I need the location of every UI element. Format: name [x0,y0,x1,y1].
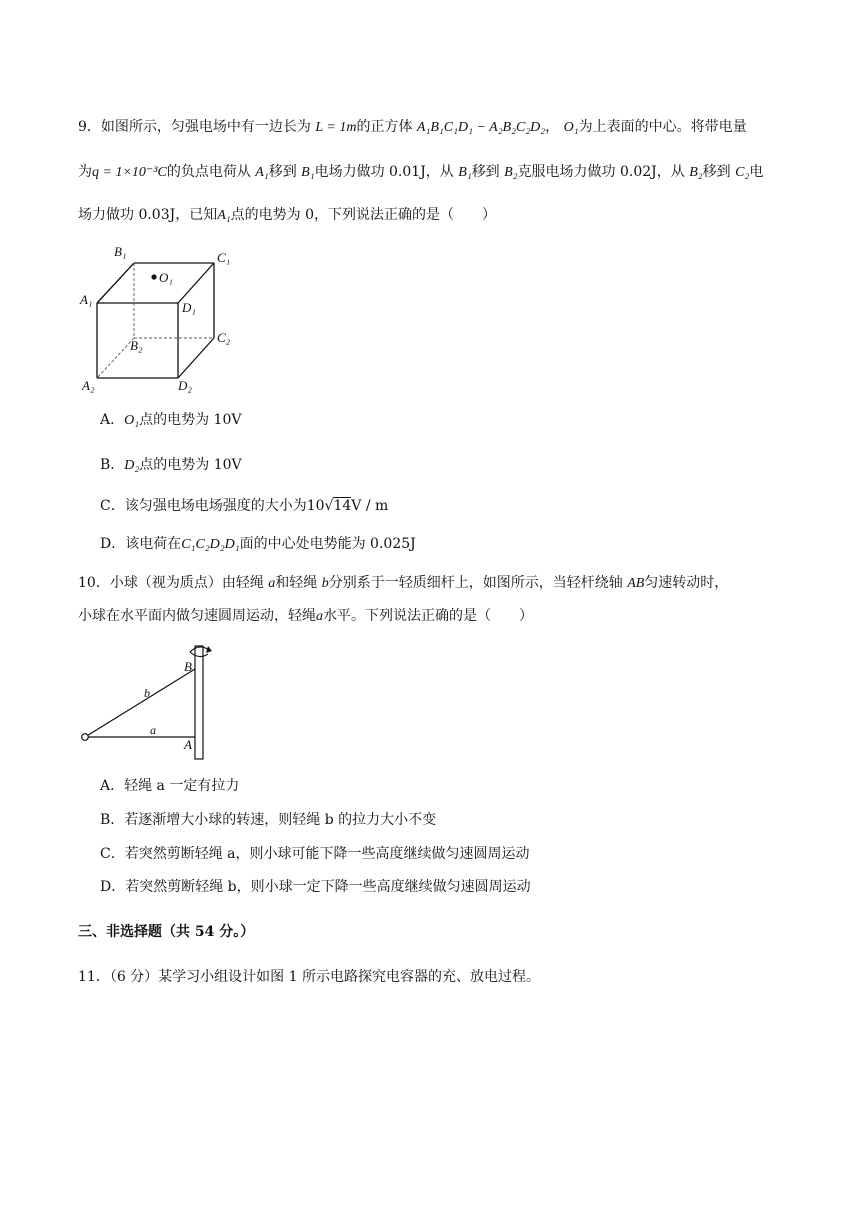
q11-line-1: 11．（6 分）某学习小组设计如图 1 所示电路探究电容器的充、放电过程。 [78,969,540,985]
q10-option-a: A．轻绳 a 一定有拉力 [100,778,240,794]
q9-option-a: A．O₁点的电势为 10V [100,412,242,428]
label-B: B [184,659,192,674]
q9-line-1: 9．如图所示，匀强电场中有一边长为 L = 1m的正方体 A₁B₁C₁D₁ − A₂B₂C₂D₂， O₁为上表面的中心。将带电量 [78,119,747,135]
label-a: a [150,723,156,737]
label-b: b [144,686,150,700]
q9-option-d: D．该电荷在C₁C₂D₂D₁面的中心处电势能为 0.025J [100,536,416,552]
section-3-heading: 三、非选择题（共 54 分。） [78,924,255,940]
label-a1: A₁ [80,292,93,307]
cube-figure [78,240,248,400]
label-A: A [184,737,192,752]
label-a2: A₂ [82,378,95,393]
label-d2: D₂ [178,378,192,393]
point-o1 [151,274,156,279]
label-b2: B₂ [130,338,143,353]
q9-option-c: C．该匀强电场电场强度的大小为10√14V / m [100,498,389,514]
q10-option-c: C．若突然剪断轻绳 a，则小球可能下降一些高度继续做匀速圆周运动 [100,846,530,862]
sqrt-sign: √ [324,498,334,514]
label-c2: C₂ [217,330,231,345]
q10-line-2: 小球在水平面内做匀速圆周运动，轻绳a水平。下列说法正确的是（ ） [78,608,533,624]
ball [82,734,89,741]
label-o1: O₁ [159,270,173,285]
q10-option-d: D．若突然剪断轻绳 b，则小球一定下降一些高度继续做匀速圆周运动 [100,879,531,895]
label-c1: C₁ [217,250,231,265]
rod-ball-figure [78,638,228,764]
label-b1: B₁ [114,244,127,259]
q9-line-2: 为q = 1×10⁻³C的负点电荷从 A₁移到 B₁电场力做功 0.01J，从 B₁移到 B₂克服电场力做功 0.02J，从 B₂移到 C₂电 [78,164,764,180]
q10-option-b: B．若逐渐增大小球的转速，则轻绳 b 的拉力大小不变 [100,812,437,828]
label-d1: D₁ [182,300,196,315]
q10-line-1: 10．小球（视为质点）由轻绳 a和轻绳 b分别系于一轻质细杆上，如图所示，当轻杆绕轴 AB匀速转动时， [78,575,729,591]
q9-line-3: 场力做功 0.03J，已知A₁点的电势为 0，下列说法正确的是（ ） [78,207,497,223]
q9-option-b: B．D₂点的电势为 10V [100,457,242,473]
